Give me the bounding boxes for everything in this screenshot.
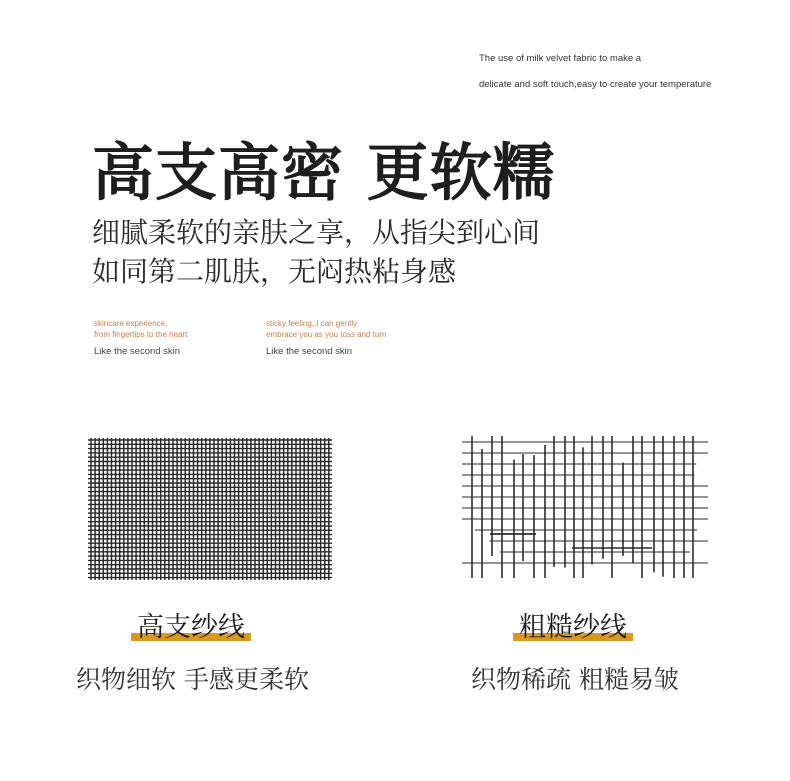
intro-line-2: delicate and soft touch,easy to create your temperature (479, 79, 712, 90)
headline: 高支高密 更软糯 (92, 136, 556, 209)
fabric-description-fine: 织物细软 手感更柔软 (76, 665, 309, 694)
fabric-label-fine-yarn (137, 605, 245, 644)
subheadline-1: 细腻柔软的亲肤之享，从指尖到心间 (92, 216, 541, 249)
fabric-label-text: 粗糙纱线 (519, 612, 627, 643)
fabric-description-coarse: 织物稀疏 粗糙易皱 (471, 665, 679, 694)
fabric-label-coarse-yarn (519, 605, 627, 644)
note-tag: Like the second skin (94, 346, 181, 357)
coarse-weave-illustration (462, 436, 708, 578)
intro-line-1: The use of milk velvet fabric to make a (479, 53, 642, 64)
note-tag: Like the second skin (266, 346, 353, 357)
intro-text (479, 46, 779, 98)
note-en-line-2: from fingertips to the heart (94, 330, 188, 339)
note-en-line-1: skincare experience, (94, 319, 168, 328)
note-sticky (266, 318, 387, 357)
note-skincare (94, 318, 187, 357)
fabric-label-text: 高支纱线 (137, 612, 245, 643)
note-en-line-1: sticky feeling,,I can gently (266, 319, 358, 328)
note-en-line-2: embrace you as you toss and turn (266, 330, 387, 339)
subheadline-2: 如同第二肌肤，无闷热粘身感 (92, 255, 457, 288)
dense-weave-illustration (88, 438, 332, 580)
